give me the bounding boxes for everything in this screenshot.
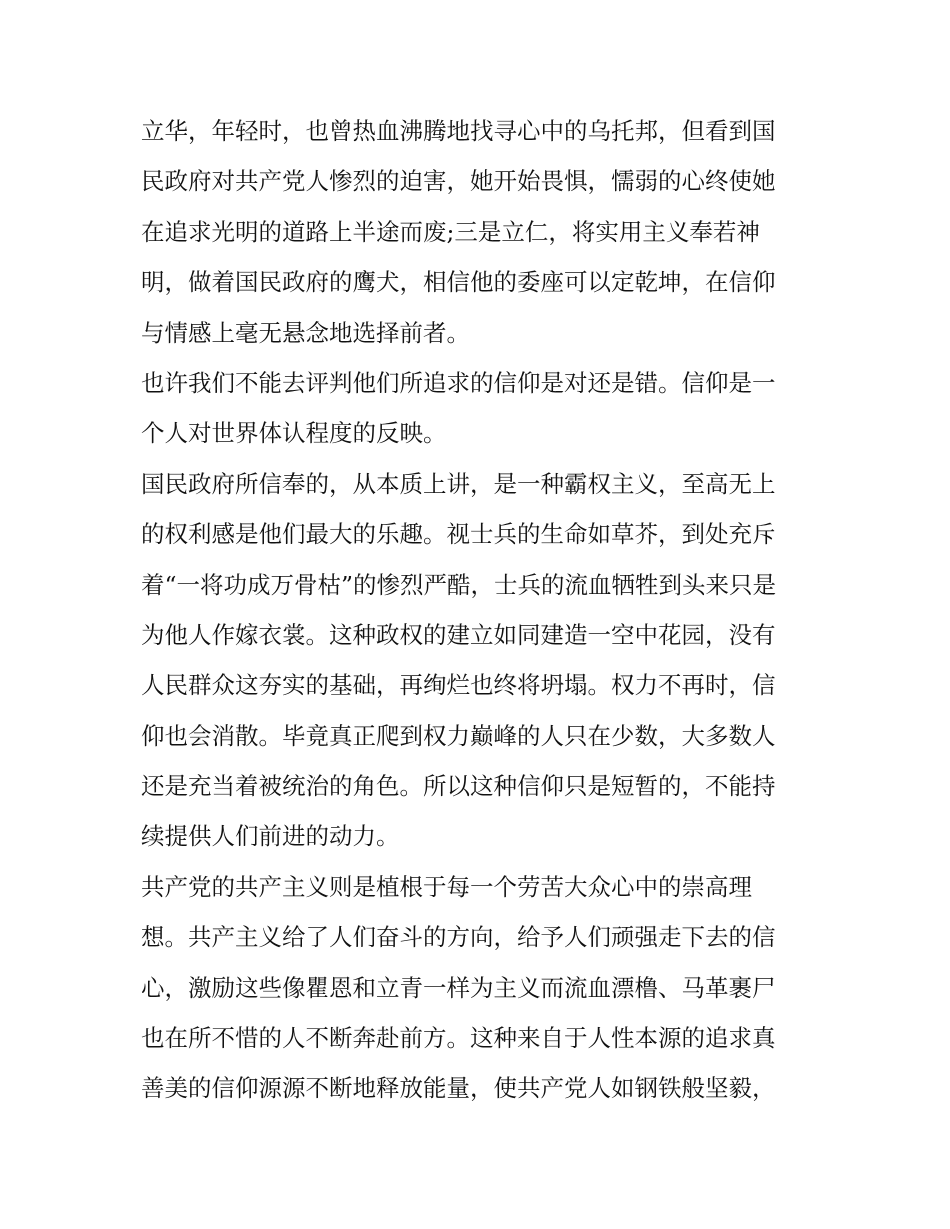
- text-line: 在追求光明的道路上半途而废;三是立仁，将实用主义奉若神: [141, 217, 760, 246]
- text-line: 共产党的共产主义则是植根于每一个劳苦大众心中的崇高理: [141, 872, 752, 901]
- text-line: 仰也会消散。毕竟真正爬到权力巅峰的人只在少数，大多数人: [141, 721, 776, 750]
- text-line: 续提供人们前进的动力。: [141, 822, 400, 851]
- text-line: 着“一将功成万骨枯”的惨烈严酷，士兵的流血牺牲到头来只是: [141, 570, 777, 599]
- text-line: 国民政府所信奉的，从本质上讲，是一种霸权主义，至高无上: [141, 469, 776, 498]
- text-line: 还是充当着被统治的角色。所以这种信仰只是短暂的，不能持: [141, 772, 776, 801]
- text-line: 人民群众这夯实的基础，再绚烂也终将坍塌。权力不再时，信: [141, 671, 776, 700]
- text-line: 想。共产主义给了人们奋斗的方向，给予人们顽强走下去的信: [141, 923, 776, 952]
- text-line: 为他人作嫁衣裳。这种政权的建立如同建造一空中花园，没有: [141, 620, 776, 649]
- text-line: 的权利感是他们最大的乐趣。视士兵的生命如草芥，到处充斥: [141, 520, 776, 549]
- text-line: 也许我们不能去评判他们所追求的信仰是对还是错。信仰是一: [141, 368, 776, 397]
- text-line: 个人对世界体认程度的反映。: [141, 419, 447, 448]
- text-line: 民政府对共产党人惨烈的迫害，她开始畏惧，懦弱的心终使她: [141, 167, 776, 196]
- text-line: 立华，年轻时，也曾热血沸腾地找寻心中的乌托邦，但看到国: [141, 117, 776, 145]
- text-line: 与情感上毫无悬念地选择前者。: [141, 318, 470, 347]
- text-line: 心，激励这些像瞿恩和立青一样为主义而流血漂橹、马革裹尸: [141, 973, 776, 1002]
- body-text: [141, 106, 821, 1114]
- text-line: 也在所不惜的人不断奔赴前方。这种来自于人性本源的追求真: [141, 1024, 776, 1053]
- text-line: 善美的信仰源源不断地释放能量，使共产党人如钢铁般坚毅，: [141, 1074, 776, 1103]
- text-line: 明，做着国民政府的鹰犬，相信他的委座可以定乾坤，在信仰: [141, 268, 776, 297]
